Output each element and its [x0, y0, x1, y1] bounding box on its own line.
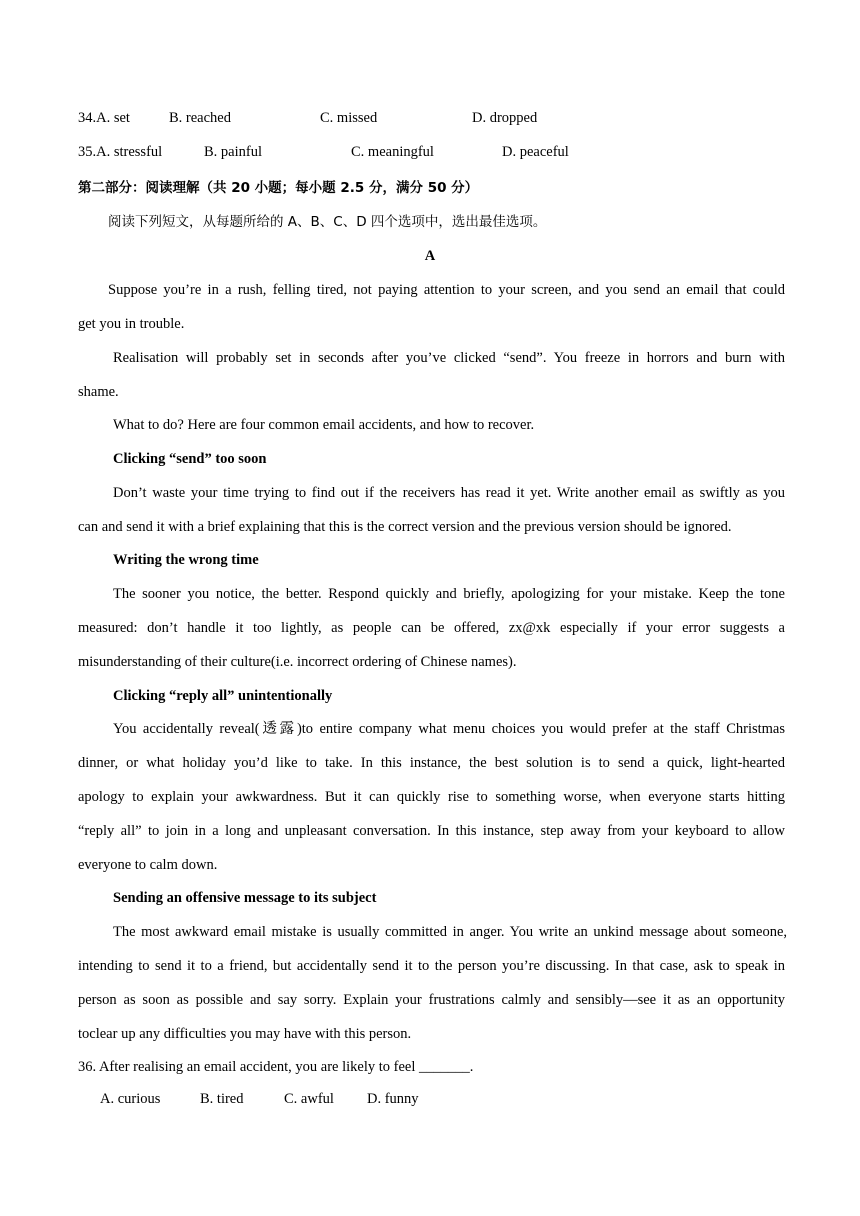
question-36-stem: 36. After realising an email accident, you are likely to feel _______.: [78, 1059, 474, 1075]
paragraph-6-line-2: dinner, or what holiday you’d like to take. In this instance, the best solution is to send a quick, light-hearted: [78, 755, 785, 771]
paragraph-2-line-1: Realisation will probably set in seconds after you’ve clicked “send”. You freeze in horrors and burn with: [113, 350, 785, 366]
passage-letter: A: [424, 248, 436, 264]
q35-option-c: C. meaningful: [351, 144, 434, 160]
paragraph-5-line-1: The sooner you notice, the better. Respond quickly and briefly, apologizing for your mistake. Keep the tone: [113, 586, 785, 602]
q35-option-b: B. painful: [204, 144, 262, 160]
paragraph-4-line-1: Don’t waste your time trying to find out if the receivers has read it yet. Write another email as swiftly as you: [113, 485, 785, 501]
question-34-options: [0, 110, 860, 130]
paragraph-4-line-2: can and send it with a brief explaining that this is the correct version and the previous version should be ignored.: [78, 519, 732, 535]
q34-option-b: B. reached: [169, 110, 231, 126]
paragraph-6-line-5: everyone to calm down.: [78, 857, 218, 873]
subheading-wrong-time: Writing the wrong time: [113, 552, 259, 568]
paragraph-7-line-3: person as soon as possible and say sorry. Explain your frustrations calmly and sensibly—see it as an opportunity: [78, 992, 785, 1008]
paragraph-1-line-1: Suppose you’re in a rush, felling tired, not paying attention to your screen, and you send an email that could: [108, 282, 785, 298]
paragraph-1-line-2: get you in trouble.: [78, 316, 185, 332]
q36-option-b: B. tired: [200, 1091, 244, 1107]
paragraph-7-line-4: toclear up any difficulties you may have with this person.: [78, 1026, 412, 1042]
subheading-offensive-message: Sending an offensive message to its subject: [113, 890, 377, 906]
question-36-options: [0, 1091, 860, 1111]
q36-option-a: A. curious: [100, 1091, 161, 1107]
instructions: 阅读下列短文，从每题所给的 A、B、C、D 四个选项中，选出最佳选项。: [108, 214, 547, 230]
q36-option-c: C. awful: [284, 1091, 334, 1107]
q34-option-d: D. dropped: [472, 110, 538, 126]
q34-option-a: 34.A. set: [78, 110, 130, 126]
paragraph-6-line-4: “reply all” to join in a long and unpleasant conversation. In this instance, step away from your keyboard to allow: [78, 823, 785, 839]
section-heading: 第二部分：阅读理解（共 20 小题；每小题 2.5 分，满分 50 分）: [78, 180, 479, 196]
paragraph-3: What to do? Here are four common email accidents, and how to recover.: [113, 417, 535, 433]
q35-option-a: 35.A. stressful: [78, 144, 163, 160]
paragraph-2-line-2: shame.: [78, 384, 119, 400]
paragraph-6-line-3: apology to explain your awkwardness. But it can quickly rise to something worse, when everyone starts hitting: [78, 789, 785, 805]
paragraph-7-line-2: intending to send it to a friend, but accidentally send it to the person you’re discussing. In that case, ask to speak in: [78, 958, 785, 974]
q35-option-d: D. peaceful: [502, 144, 569, 160]
paragraph-6-line-1: You accidentally reveal(透露)to entire company what menu choices you would prefer at the staff Christmas: [113, 721, 785, 737]
paragraph-5-line-2: measured: don’t handle it too lightly, as people can be offered, zx@xk especially if your error suggests a: [78, 620, 785, 636]
subheading-reply-all: Clicking “reply all” unintentionally: [113, 688, 333, 704]
q36-option-d: D. funny: [367, 1091, 419, 1107]
paragraph-5-line-3: misunderstanding of their culture(i.e. incorrect ordering of Chinese names).: [78, 654, 517, 670]
paragraph-7-line-1: The most awkward email mistake is usually committed in anger. You write an unkind message about someone,: [113, 924, 787, 940]
q34-option-c: C. missed: [320, 110, 378, 126]
subheading-send-too-soon: Clicking “send” too soon: [113, 451, 267, 467]
question-35-options: [0, 144, 860, 164]
